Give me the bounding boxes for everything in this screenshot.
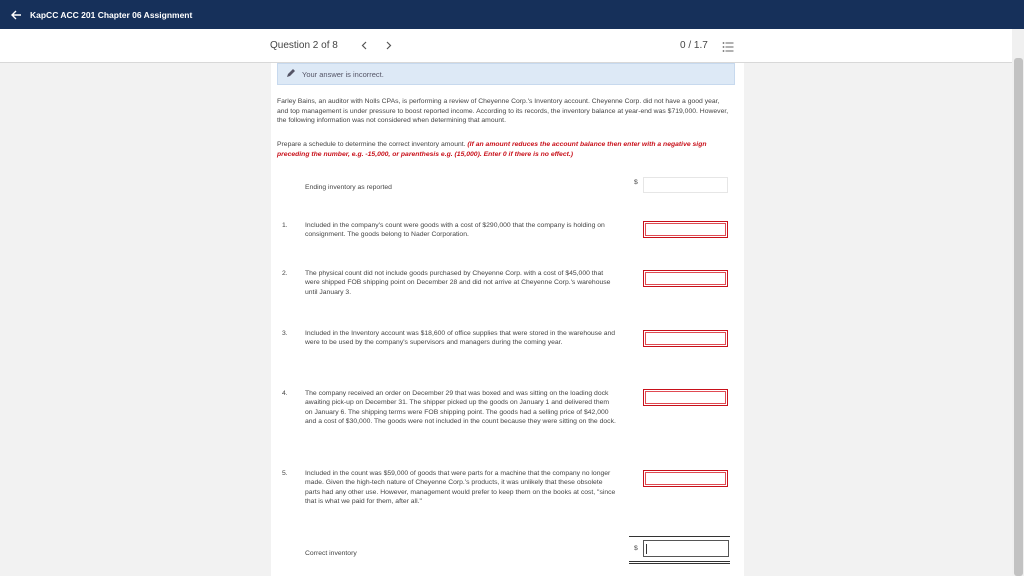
scrollbar-thumb[interactable] [1014,58,1023,576]
list-icon[interactable] [722,40,734,52]
question-header [0,29,1012,63]
adjustment-input-2[interactable] [643,270,728,287]
feedback-banner [277,63,735,85]
reported-amount-field [643,177,728,193]
next-chevron-icon[interactable] [381,37,397,53]
item-number: 5. [282,470,288,477]
feedback-text: Your answer is incorrect. [302,69,384,79]
item-number: 4. [282,390,288,397]
item-number: 3. [282,330,288,337]
item-description: Included in the Inventory account was $18,600 of office supplies that were stored in the warehouse and were to be used by the company's supervisors and managers during the coming year. [305,330,616,347]
dollar-sign: $ [634,179,638,186]
adjustment-input-3[interactable] [643,330,728,347]
item-description: Included in the company's count were goods with a cost of $290,000 that the company is holding on consignment. The goods belong to Nader Corporation. [305,222,605,239]
subtotal-rule [629,536,730,537]
total-double-rule [629,561,730,564]
back-arrow-icon[interactable] [8,7,24,23]
adjustment-field-4[interactable] [647,393,724,402]
adjustment-field-2[interactable] [647,274,724,283]
correct-inventory-input[interactable] [643,540,729,557]
app-title: KapCC ACC 201 Chapter 06 Assignment [30,9,193,20]
adjustment-input-1[interactable] [643,221,728,238]
item-number: 2. [282,270,288,277]
top-bar [0,0,1024,29]
item-number: 1. [282,222,288,229]
correct-inventory-label: Correct inventory [305,550,357,557]
item-description: The company received an order on December 29 that was boxed and was sitting on the loading dock awaiting pick-up on December 31. The shipper picked up the goods on January 1 and delivered them on January 6. The shipping terms were FOB shipping point. The goods had a selling price of $42,000 and a cost of $30,000. The goods were not included in the count because they were sitting on the dock. [305,390,616,425]
dollar-sign: $ [634,545,638,552]
instruction-emphasis: (If an amount reduces the account balance then enter with a negative sign preceding the number, e.g. -15,000, or parenthesis e.g. (15,000). Enter 0 if there is no effect.) [277,141,707,158]
problem-intro: Farley Bains, an auditor with Nolls CPAs, is performing a review of Cheyenne Corp.'s Inventory account. Cheyenne Corp. did not have a good year, and top management is under pressure to boost reported income. According to its records, the inventory balance at year-end was $719,000. However, the following information was not considered when determining that amount. [277,98,729,124]
adjustment-field-5[interactable] [647,474,724,483]
question-counter: Question 2 of 8 [270,40,338,51]
instruction-text: Prepare a schedule to determine the correct inventory amount. [277,141,468,148]
adjustment-input-4[interactable] [643,389,728,406]
score-display: 0 / 1.7 [680,40,708,51]
adjustment-input-5[interactable] [643,470,728,487]
adjustment-field-3[interactable] [647,334,724,343]
item-description: The physical count did not include goods purchased by Cheyenne Corp. with a cost of $45,000 that were shipped FOB shipping point on December 28 and did not arrive at Cheyenne Corp.'s warehouse until January 3. [305,270,611,296]
pencil-icon [286,65,296,83]
problem-instruction [277,140,732,159]
reported-label: Ending inventory as reported [305,184,392,191]
item-description: Included in the count was $59,000 of goods that were parts for a machine that the company no longer made. Given the high-tech nature of Cheyenne Corp.'s products, it was unlikely that these obsolete parts had any other use. However, management would prefer to keep them on the books at cost, "since that is what we paid for them, after all." [305,470,616,505]
prev-chevron-icon[interactable] [356,37,372,53]
adjustment-field-1[interactable] [647,225,724,234]
